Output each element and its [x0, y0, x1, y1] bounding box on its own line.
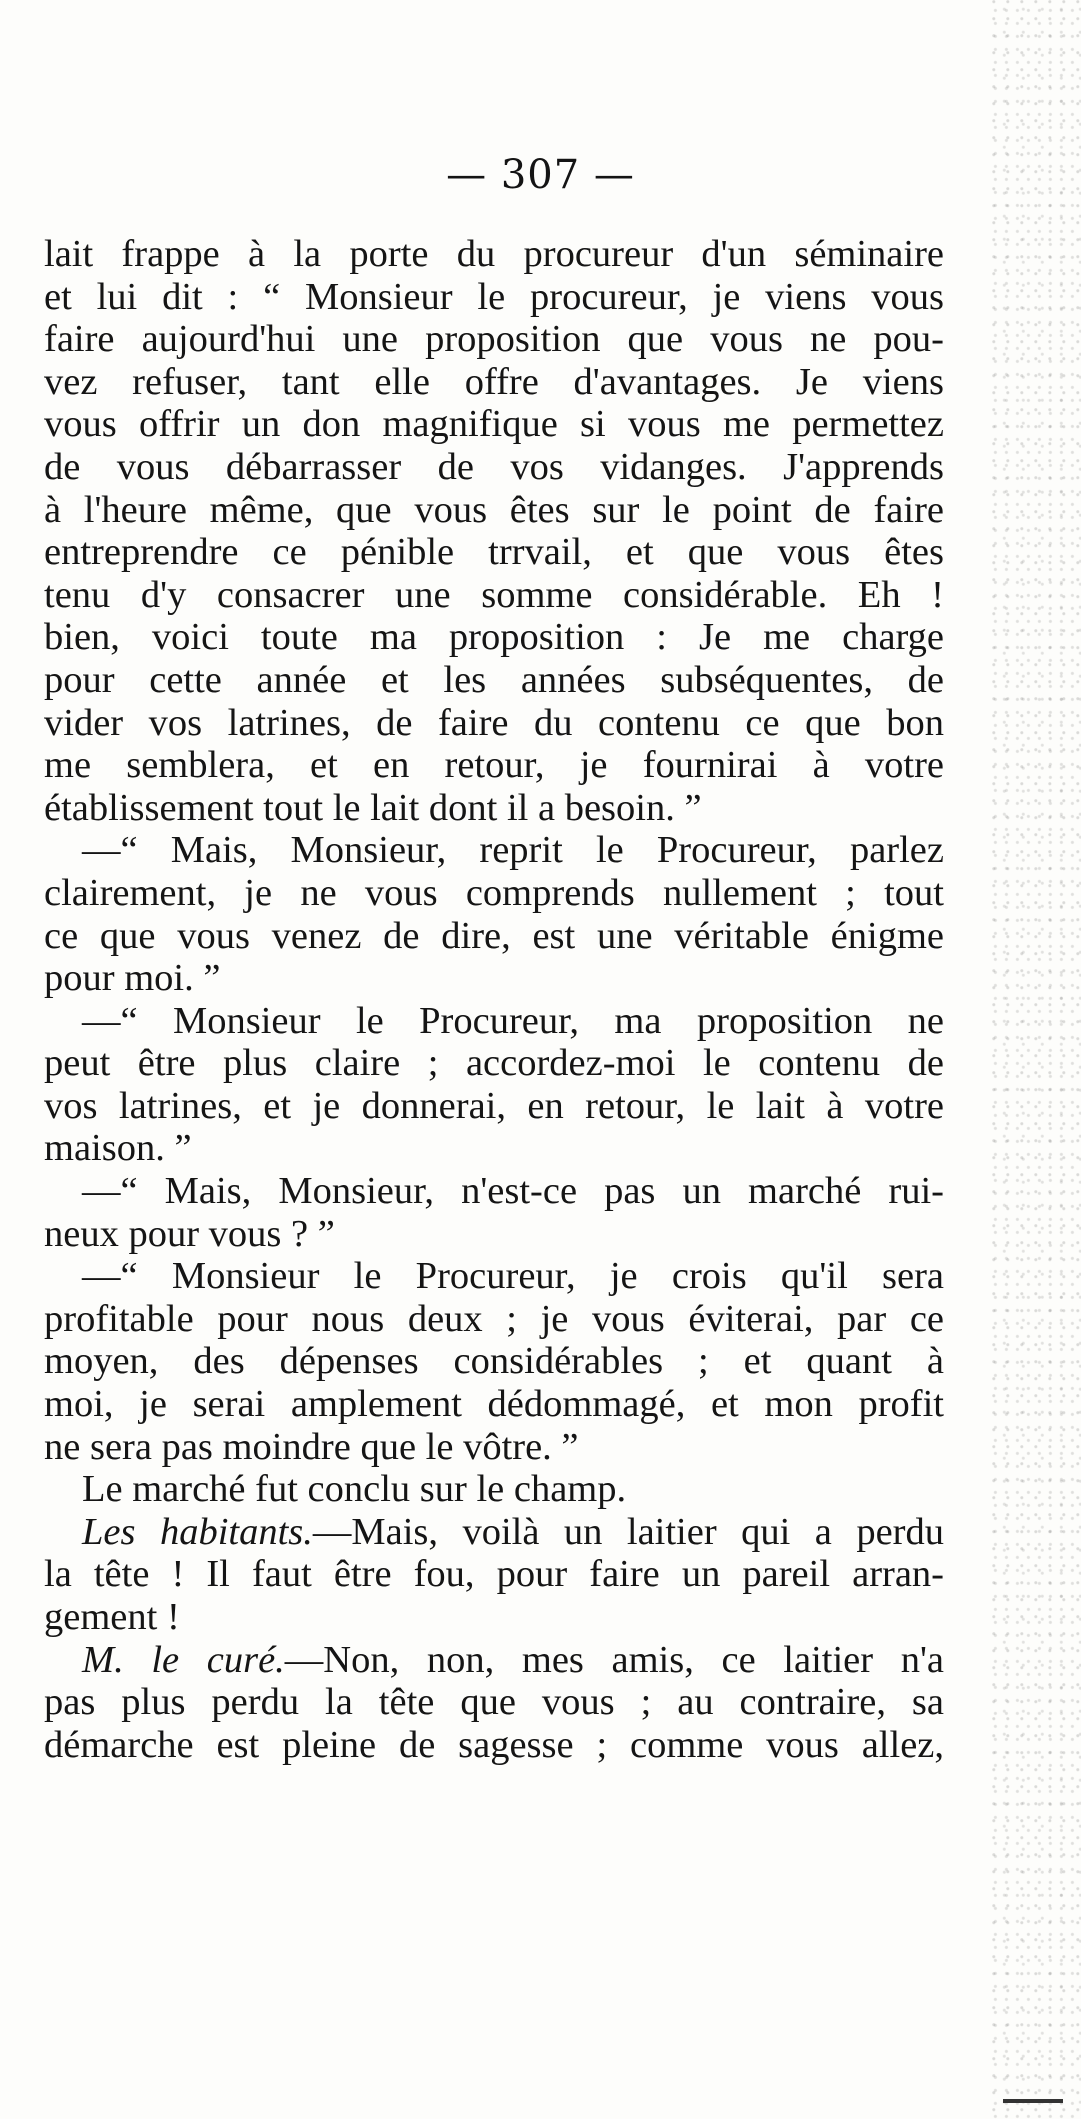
text-line	[44, 872, 944, 915]
body-text	[44, 233, 944, 1766]
line-text: à l'heure même, que vous êtes sur le point de faire	[44, 488, 944, 531]
line-text: vider vos latrines, de faire du contenu ce que bon	[44, 701, 944, 744]
text-line	[44, 1724, 944, 1767]
line-text: ce que vous venez de dire, est une véritable énigme	[44, 914, 944, 957]
line-text: de vous débarrasser de vos vidanges. J'apprends	[44, 445, 944, 488]
line-text: démarche est pleine de sagesse ; comme vous allez,	[44, 1723, 944, 1766]
text-line	[44, 787, 944, 830]
line-text: me semblera, et en retour, je fournirai à votre	[44, 744, 944, 787]
line-text: faire aujourd'hui une proposition que vous ne pou-	[44, 318, 944, 361]
text-line	[44, 1468, 944, 1511]
line-text: profitable pour nous deux ; je vous éviterai, par ce	[44, 1297, 944, 1340]
text-line	[44, 829, 944, 872]
line-text: établissement tout le lait dont il a besoin. ”	[44, 786, 702, 829]
line-text: —Non, non, mes amis, ce laitier n'a	[284, 1638, 944, 1681]
line-text: moi, je serai amplement dédommagé, et mon profit	[44, 1383, 944, 1426]
line-text: clairement, je ne vous comprends nullement ; tout	[44, 871, 944, 914]
line-text: —“ Monsieur le Procureur, ma proposition ne	[82, 999, 944, 1042]
speaker-label: Les habitants.	[82, 1510, 313, 1553]
line-text: pour moi. ”	[44, 957, 221, 1000]
text-line	[44, 531, 944, 574]
line-text: vous offrir un don magnifique si vous me permettez	[44, 403, 944, 446]
text-line	[44, 744, 944, 787]
line-text: —“ Monsieur le Procureur, je crois qu'il sera	[82, 1255, 944, 1298]
text-line	[44, 1170, 944, 1213]
line-text: vez refuser, tant elle offre d'avantages. Je viens	[44, 360, 944, 403]
page-edge-speckle	[991, 0, 1081, 2119]
line-text: et lui dit : “ Monsieur le procureur, je viens vous	[44, 275, 944, 318]
line-text: maison. ”	[44, 1127, 192, 1170]
line-text: —“ Mais, Monsieur, n'est-ce pas un marché rui-	[82, 1170, 944, 1213]
text-line	[44, 1639, 944, 1682]
text-line	[44, 1681, 944, 1724]
line-text: neux pour vous ? ”	[44, 1212, 335, 1255]
line-text: lait frappe à la porte du procureur d'un séminaire	[44, 233, 944, 275]
text-line	[44, 446, 944, 489]
text-line	[44, 233, 944, 276]
page-corner-mark	[1003, 2099, 1063, 2103]
line-text: peut être plus claire ; accordez-moi le contenu de	[44, 1042, 944, 1085]
text-line	[44, 616, 944, 659]
text-line	[44, 276, 944, 319]
text-line	[44, 1426, 944, 1469]
text-line	[44, 1042, 944, 1085]
line-text: ne sera pas moindre que le vôtre. ”	[44, 1425, 579, 1468]
line-text: —“ Mais, Monsieur, reprit le Procureur, parlez	[82, 829, 944, 872]
text-line	[44, 957, 944, 1000]
line-text: gement !	[44, 1596, 180, 1638]
text-line	[44, 403, 944, 446]
speaker-label: M. le curé.	[82, 1638, 285, 1681]
text-line	[44, 1596, 944, 1639]
line-text: tenu d'y consacrer une somme considérable. Eh !	[44, 573, 944, 616]
line-text: la tête ! Il faut être fou, pour faire un pareil arran-	[44, 1553, 944, 1596]
text-line	[44, 1298, 944, 1341]
line-text: pas plus perdu la tête que vous ; au contraire, sa	[44, 1681, 944, 1724]
text-line	[44, 318, 944, 361]
text-line	[44, 489, 944, 532]
text-line	[44, 1000, 944, 1043]
text-line	[44, 1340, 944, 1383]
text-line	[44, 1255, 944, 1298]
line-text: —Mais, voilà un laitier qui a perdu	[312, 1510, 944, 1553]
text-line	[44, 361, 944, 404]
line-text: vos latrines, et je donnerai, en retour, le lait à votre	[44, 1084, 944, 1127]
text-line	[44, 574, 944, 617]
text-line	[44, 915, 944, 958]
text-line	[44, 1213, 944, 1256]
text-line	[44, 702, 944, 745]
line-text: Le marché fut conclu sur le champ.	[82, 1468, 627, 1511]
text-line	[44, 1553, 944, 1596]
line-text: moyen, des dépenses considérables ; et quant à	[44, 1340, 944, 1383]
text-line	[44, 659, 944, 702]
line-text: pour cette année et les années subséquentes, de	[44, 658, 944, 701]
text-line	[44, 1085, 944, 1128]
text-line	[44, 1383, 944, 1426]
line-text: entreprendre ce pénible trrvail, et que vous êtes	[44, 531, 944, 574]
line-text: bien, voici toute ma proposition : Je me charge	[44, 616, 944, 659]
text-line	[44, 1511, 944, 1554]
text-line	[44, 1127, 944, 1170]
page-number: — 307 —	[446, 152, 635, 198]
